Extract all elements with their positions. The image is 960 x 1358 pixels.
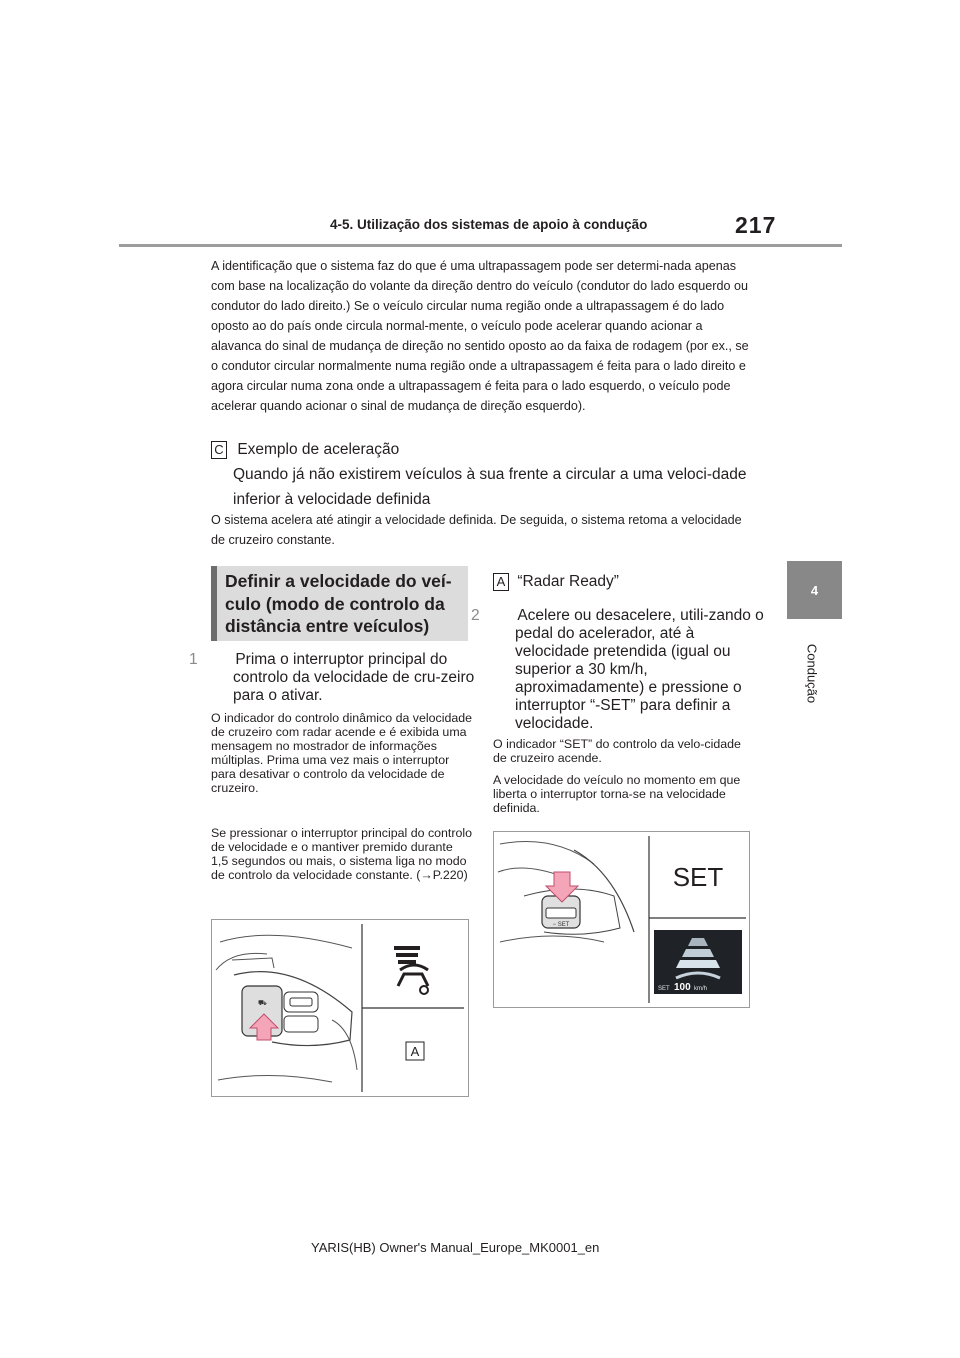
note-indicator: O indicador do controlo dinâmico da velocidade de cruzeiro com radar acende e é exibida uma mensagem no mostrador de informações múltiplas. Prima uma vez mais o interruptor para desativar o controlo da velocidade de cruzeiro. — [211, 711, 473, 795]
steering-switch-illustration — [212, 920, 468, 1096]
multi-info-display — [654, 930, 742, 994]
step-2-text: Acelere ou desacelere, utili-zando o pedal do acelerador, até à velocidade pretendida (igual ou superior a 30 km/h, aproximadamente) e pressione o interruptor “-SET” para definir a velocidade. — [515, 607, 764, 732]
set-switch-illustration — [494, 832, 749, 1007]
figure-main-switch — [211, 919, 469, 1097]
example-c-note: O sistema acelera até atingir a velocidade definida. De seguida, o sistema retoma a velocidade de cruzeiro constante. — [211, 513, 742, 547]
example-c-subheading: Quando já não existirem veículos à sua frente a circular a uma veloci-dade inferior à velocidade definida — [233, 466, 747, 508]
radar-ready-text: “Radar Ready” — [517, 573, 619, 591]
marker-c: C — [211, 441, 227, 459]
example-c-title: Exemplo de aceleração — [237, 441, 400, 458]
header-rule — [119, 244, 842, 247]
note-set-speed: A velocidade do veículo no momento em que liberta o interruptor torna-se na velocidade definida. — [493, 773, 741, 815]
display-unit: km/h — [694, 986, 708, 992]
note-hold-switch: Se pressionar o interruptor principal do controlo de velocidade e o mantiver premido durante 1,5 segundos ou mais, o sistema liga no modo de controlo da velocidade constante. (→P.220) — [211, 826, 473, 882]
chapter-label: Condução — [804, 643, 820, 704]
figure-1-label-a: A — [410, 1044, 420, 1059]
step-1 — [189, 651, 488, 705]
radar-ready — [493, 573, 619, 591]
display-set-text: SET — [658, 986, 670, 992]
footer-manual-id: YARIS(HB) Owner's Manual_Europe_MK0001_en — [311, 1240, 600, 1255]
note-set-indicator: O indicador “SET” do controlo da velo-cidade de cruzeiro acende. — [493, 737, 741, 765]
switch-set-label: − SET — [552, 922, 570, 928]
step-2 — [471, 607, 770, 733]
intro-paragraph: A identificação que o sistema faz do que é uma ultrapassagem pode ser determi-nada apenas com base na localização do volante da direção dentro do veículo (condutor do lado esquerdo ou condutor do lado direito.) Se o veículo circular numa região onde a ultrapassagem é do lado oposto ao do país onde circula normal-mente, o veículo pode acelerar quando acionar a alavanca do sinal de mudança de direção no sentido oposto ao da faixa de rodagem (por ex., se o condutor circular normalmente numa região onde a ultrapassagem é feita para o lado direito e agora circular numa zona onde a ultrapassagem é feita para o lado esquerdo, o veículo pode acelerar quando acionar o sinal de mudança de direção esquerdo). — [211, 259, 749, 413]
display-speed: 100 — [674, 982, 691, 993]
chapter-tab — [787, 561, 842, 619]
chapter-number: 4 — [810, 582, 819, 598]
section-title: Definir a velocidade do veí-culo (modo de controlo da distância entre veículos) — [211, 566, 468, 641]
figure-set-switch — [493, 831, 750, 1008]
section-header: 4-5. Utilização dos sistemas de apoio à condução — [330, 217, 648, 232]
marker-a: A — [493, 573, 509, 591]
page-number: 217 — [735, 212, 777, 238]
svg-text:⛟: ⛟ — [258, 1000, 267, 1007]
step-1-number: 1 — [189, 651, 198, 668]
step-1-text: Prima o interruptor principal do controlo da velocidade de cru-zeiro para o ativar. — [233, 651, 475, 704]
radar-cruise-indicator-icon — [394, 946, 428, 994]
step-2-number: 2 — [471, 607, 480, 624]
example-c-heading — [211, 437, 399, 462]
set-indicator-label: SET — [672, 862, 724, 892]
